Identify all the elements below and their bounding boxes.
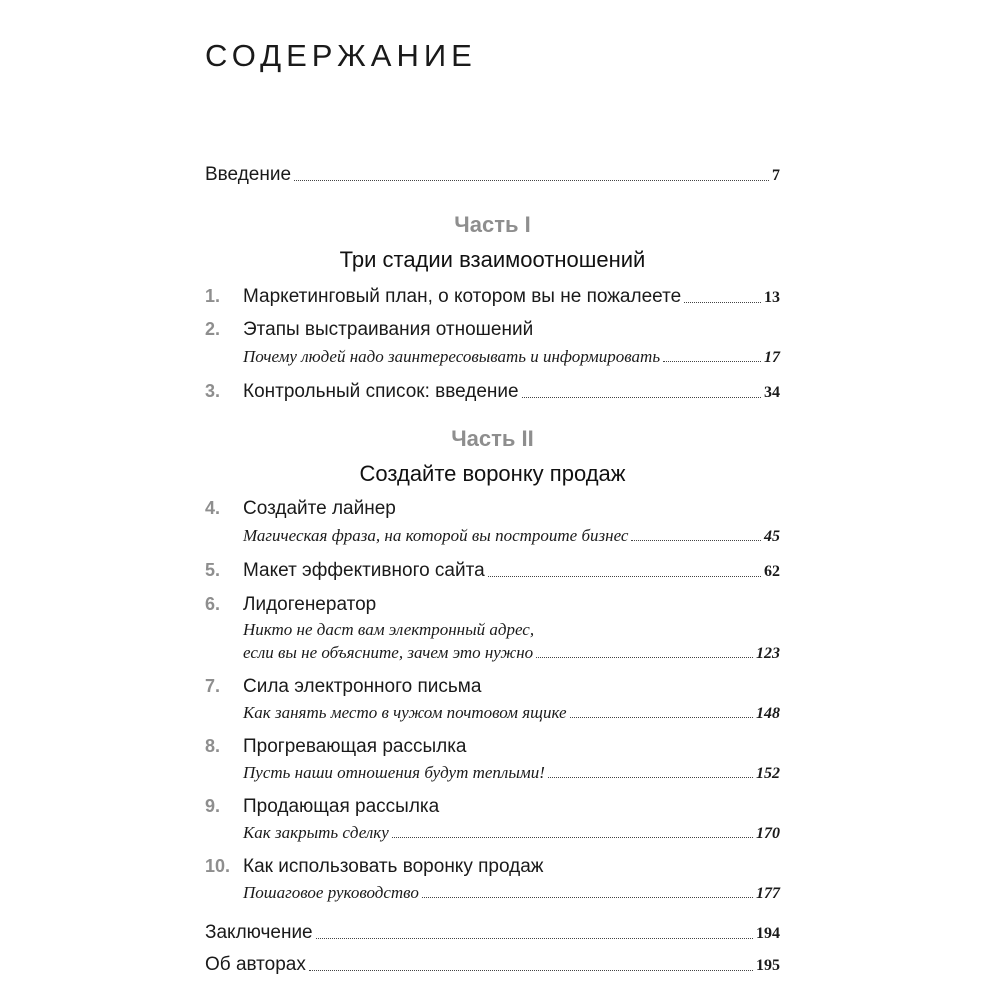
page-number: 152 [756, 765, 780, 782]
toc-entry-label: Введение [205, 164, 292, 185]
chapter-subtitle: если вы не объясните, зачем это нужно [243, 643, 534, 662]
toc-entry-chapter-8-subtitle[interactable] [243, 763, 780, 783]
chapter-number: 3. [205, 381, 221, 401]
page-number: 45 [764, 528, 780, 545]
leader-dots [294, 180, 769, 181]
page-title: СОДЕРЖАНИЕ [205, 38, 477, 73]
page-number: 177 [756, 885, 780, 902]
chapter-number: 8. [205, 736, 221, 756]
toc-entry-chapter-6-subtitle-line1 [243, 620, 780, 640]
chapter-title: Маркетинговый план, о котором вы не пожалеете [243, 286, 682, 307]
chapter-subtitle: Пусть наши отношения будут теплыми! [243, 763, 545, 782]
toc-entry-chapter-6[interactable] [205, 594, 780, 616]
chapter-title: Контрольный список: введение [243, 381, 519, 402]
toc-entry-label: Заключение [205, 922, 313, 943]
leader-dots [309, 970, 753, 971]
page-number: 62 [764, 563, 780, 580]
leader-dots [570, 717, 753, 718]
chapter-title: Продающая рассылка [243, 796, 440, 817]
leader-dots [548, 777, 753, 778]
leader-dots [536, 657, 753, 658]
toc-entry-chapter-4-subtitle[interactable] [243, 526, 780, 546]
part-title: Три стадии взаимоотношений [339, 247, 646, 272]
chapter-title: Как использовать воронку продаж [243, 856, 544, 877]
toc-entry-chapter-5[interactable] [205, 560, 780, 582]
page-number: 194 [756, 925, 780, 942]
page-number: 7 [772, 167, 780, 184]
chapter-subtitle: Никто не даст вам электронный адрес, [243, 620, 535, 639]
chapter-number: 9. [205, 796, 221, 816]
part-label: Часть II [451, 426, 534, 451]
leader-dots [422, 897, 753, 898]
chapter-subtitle: Пошаговое руководство [243, 883, 419, 902]
chapter-subtitle: Как занять место в чужом почтовом ящике [243, 703, 567, 722]
leader-dots [392, 837, 753, 838]
chapter-title: Этапы выстраивания отношений [243, 319, 534, 340]
toc-entry-conclusion[interactable] [205, 922, 780, 944]
toc-entry-chapter-9-subtitle[interactable] [243, 823, 780, 843]
toc-entry-about-authors[interactable] [205, 954, 780, 976]
chapter-title: Лидогенератор [243, 594, 377, 615]
toc-entry-chapter-2[interactable] [205, 319, 780, 341]
part-title: Создайте воронку продаж [359, 461, 626, 486]
leader-dots [488, 576, 761, 577]
toc-entry-chapter-6-subtitle[interactable] [243, 643, 780, 663]
leader-dots [522, 397, 761, 398]
chapter-title: Прогревающая рассылка [243, 736, 467, 757]
toc-entry-chapter-4[interactable] [205, 498, 780, 520]
page-number: 13 [764, 289, 780, 306]
toc-entry-chapter-2-subtitle[interactable] [243, 347, 780, 367]
page-number: 195 [756, 957, 780, 974]
toc-entry-chapter-3[interactable] [205, 381, 780, 403]
leader-dots [684, 302, 761, 303]
chapter-number: 6. [205, 594, 221, 614]
page-number: 170 [756, 825, 780, 842]
chapter-number: 5. [205, 560, 221, 580]
leader-dots [631, 540, 761, 541]
toc-entry-chapter-7-subtitle[interactable] [243, 703, 780, 723]
chapter-title: Макет эффективного сайта [243, 560, 485, 581]
page-number: 148 [756, 705, 780, 722]
chapter-number: 4. [205, 498, 221, 518]
toc-entry-chapter-1[interactable] [205, 286, 780, 308]
toc-entry-chapter-8[interactable] [205, 736, 780, 758]
part-label: Часть I [454, 212, 531, 237]
chapter-title: Сила электронного письма [243, 676, 482, 697]
chapter-number: 7. [205, 676, 221, 696]
toc-entry-chapter-7[interactable] [205, 676, 780, 698]
chapter-number: 1. [205, 286, 221, 306]
toc-entry-chapter-10-subtitle[interactable] [243, 883, 780, 903]
toc-entry-chapter-10[interactable] [205, 856, 780, 878]
page-number: 34 [764, 384, 780, 401]
chapter-subtitle: Магическая фраза, на которой вы построите бизнес [243, 526, 629, 545]
toc-entry-intro[interactable] [205, 164, 780, 186]
chapter-subtitle: Как закрыть сделку [243, 823, 389, 842]
page-number: 123 [756, 645, 780, 662]
toc-entry-label: Об авторах [205, 954, 306, 975]
toc-entry-chapter-9[interactable] [205, 796, 780, 818]
chapter-number: 10. [205, 856, 231, 876]
leader-dots [316, 938, 753, 939]
chapter-number: 2. [205, 319, 221, 339]
leader-dots [663, 361, 761, 362]
page-number: 17 [764, 349, 780, 366]
chapter-title: Создайте лайнер [243, 498, 396, 519]
chapter-subtitle: Почему людей надо заинтересовывать и информировать [243, 347, 661, 366]
